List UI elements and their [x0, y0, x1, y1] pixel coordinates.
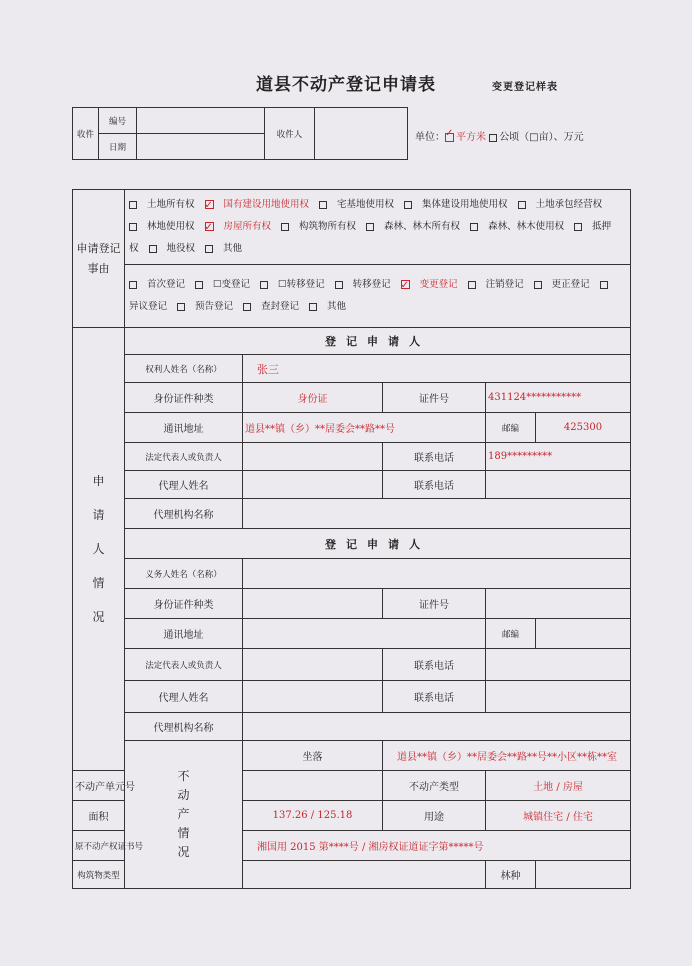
rights-option[interactable] [205, 221, 272, 232]
holder-name-value[interactable]: 张三 [243, 355, 631, 383]
obligor-address-label: 通讯地址 [125, 619, 243, 649]
property-char: 动 [177, 788, 190, 802]
obligor-legal-rep-label: 法定代表人或负责人 [125, 649, 243, 681]
rights-options [125, 190, 631, 265]
date-field[interactable] [137, 134, 265, 160]
obligor-legal-rep-field[interactable] [243, 649, 383, 681]
type-option-label: 变更登记 [419, 279, 458, 290]
type-option-label: ☐变登记 [213, 279, 251, 290]
cert-value[interactable]: 湘国用 2015 第****号 / 湘房权证道证字第*****号 [243, 831, 631, 861]
unit-line [415, 128, 584, 143]
rights-option[interactable] [129, 221, 195, 232]
holder-id-type-value[interactable]: 身份证 [243, 383, 383, 413]
obligor-address-field[interactable] [243, 619, 486, 649]
type-option-label: 预告登记 [195, 301, 234, 312]
type-option-label: 转移登记 [352, 279, 391, 290]
property-char: 情 [177, 826, 190, 840]
type-option[interactable] [195, 279, 250, 290]
checkbox-icon[interactable] [574, 223, 582, 231]
type-option-label: 异议登记 [129, 301, 168, 312]
obligor-postcode-field[interactable] [536, 619, 631, 649]
rights-option-label: 抵押权 [129, 221, 612, 254]
applicant-char: 况 [92, 610, 105, 624]
rights-option[interactable] [470, 221, 564, 232]
rights-option[interactable] [319, 199, 394, 210]
checkbox-icon[interactable] [129, 201, 137, 209]
form-title [0, 70, 692, 95]
property-type-label: 不动产类型 [383, 771, 486, 801]
obligor-agent-field[interactable] [243, 681, 383, 713]
obligor-agency-field[interactable] [243, 713, 631, 741]
rights-option[interactable] [205, 199, 310, 210]
holder-agency-label: 代理机构名称 [125, 499, 243, 529]
holder-agent-field[interactable] [243, 471, 383, 499]
applicant-char: 人 [92, 542, 105, 556]
checked-box-icon[interactable] [445, 133, 454, 142]
rights-option[interactable] [129, 199, 195, 210]
checkbox-icon[interactable] [205, 245, 213, 253]
rights-option-label: 构筑物所有权 [299, 221, 357, 232]
holder-address-label: 通讯地址 [125, 413, 243, 443]
checkbox-icon[interactable] [335, 281, 343, 289]
checkbox-icon[interactable] [281, 223, 289, 231]
applicant-char: 请 [92, 508, 105, 522]
holder-agent-label: 代理人姓名 [125, 471, 243, 499]
rights-option-label: 林地使用权 [147, 221, 195, 232]
applicant-char: 情 [92, 576, 105, 590]
tree-label: 林种 [486, 861, 536, 889]
rights-option-label: 森林、林木所有权 [384, 221, 461, 232]
property-char: 况 [177, 845, 190, 859]
holder-agent-phone-label: 联系电话 [383, 471, 486, 499]
obligor-id-type-field[interactable] [243, 589, 383, 619]
type-option[interactable] [335, 279, 391, 290]
receipt-table [72, 107, 408, 160]
holder-legal-rep-field[interactable] [243, 443, 383, 471]
type-option-label: ☐转移登记 [278, 279, 325, 290]
rights-option-label: 其他 [223, 243, 243, 254]
structure-field[interactable] [243, 861, 486, 889]
checkbox-icon[interactable] [468, 281, 476, 289]
obligor-agency-label: 代理机构名称 [125, 713, 243, 741]
property-char: 产 [177, 807, 190, 821]
checkbox-icon[interactable] [518, 201, 526, 209]
tree-field[interactable] [536, 861, 631, 889]
checkbox-icon[interactable] [129, 281, 137, 289]
type-option[interactable] [468, 279, 524, 290]
unit-checked: 平方米 [456, 132, 486, 143]
type-option[interactable] [534, 279, 590, 290]
holder-agent-phone-field[interactable] [486, 471, 631, 499]
receiver-field[interactable] [315, 108, 408, 160]
type-option[interactable] [129, 279, 185, 290]
checkbox-icon[interactable] [195, 281, 203, 289]
rights-option-label: 国有建设用地使用权 [223, 199, 310, 210]
checked-box-icon[interactable] [205, 222, 214, 231]
obligor-agent-phone-field[interactable] [486, 681, 631, 713]
checkbox-icon[interactable] [489, 134, 497, 142]
type-option-label: 注销登记 [485, 279, 524, 290]
type-option-label: 更正登记 [551, 279, 590, 290]
unit-label: 单位： [415, 132, 445, 143]
checkbox-icon[interactable] [243, 303, 251, 311]
holder-phone-label: 联系电话 [383, 443, 486, 471]
obligor-postcode-label: 邮编 [486, 619, 536, 649]
rights-option-label: 房屋所有权 [223, 221, 272, 232]
application-form [72, 189, 631, 889]
obligor-phone-field[interactable] [486, 649, 631, 681]
obligor-phone-label: 联系电话 [383, 649, 486, 681]
rights-option[interactable] [149, 243, 196, 254]
type-option-label: 首次登记 [147, 279, 186, 290]
type-options [125, 265, 631, 328]
obligor-agent-phone-label: 联系电话 [383, 681, 486, 713]
property-type-value[interactable]: 土地 / 房屋 [486, 771, 631, 801]
obligor-name-label: 义务人姓名（名称） [125, 559, 243, 589]
holder-address-value[interactable]: 道县**镇（乡）**居委会**路**号 [243, 413, 486, 443]
area-label: 面积 [73, 801, 125, 831]
holder-id-no-label: 证件号 [383, 383, 486, 413]
checkbox-icon[interactable] [149, 245, 157, 253]
holder-id-type-label: 身份证件种类 [125, 383, 243, 413]
receiver-label: 收件人 [265, 108, 315, 160]
unit-other: 公顷（□亩）、万元 [499, 132, 584, 143]
location-value[interactable]: 道县**镇（乡）**居委会**路**号**小区**栋**室 [383, 741, 631, 771]
checkbox-icon[interactable] [600, 281, 608, 289]
form-subtitle: 变更登记样表 [492, 82, 558, 93]
holder-legal-rep-label: 法定代表人或负责人 [125, 443, 243, 471]
rights-option-label: 土地所有权 [147, 199, 195, 210]
obligor-header: 登记申请人 [125, 529, 631, 559]
type-option[interactable] [260, 279, 325, 290]
holder-agency-field[interactable] [243, 499, 631, 529]
checkbox-icon[interactable] [366, 223, 374, 231]
type-option[interactable] [401, 279, 458, 290]
rights-option-label: 森林、林木使用权 [488, 221, 565, 232]
property-char: 不 [177, 769, 190, 783]
structure-label: 构筑物类型 [73, 861, 125, 889]
type-option[interactable] [309, 301, 346, 312]
checked-box-icon[interactable] [401, 280, 410, 289]
property-side-label [125, 741, 243, 889]
title-text: 道县不动产登记申请表 [256, 75, 436, 95]
checkbox-icon[interactable] [309, 303, 317, 311]
obligor-agent-label: 代理人姓名 [125, 681, 243, 713]
rights-option-label: 集体建设用地使用权 [422, 199, 508, 210]
matter-label: 申请登记事由 [73, 190, 125, 328]
unit-no-field[interactable] [243, 771, 383, 801]
use-value[interactable]: 城镇住宅 / 住宅 [486, 801, 631, 831]
checkbox-icon[interactable] [129, 223, 137, 231]
holder-name-label: 权利人姓名（名称） [125, 355, 243, 383]
holder-header: 登记申请人 [125, 328, 631, 355]
rights-option[interactable] [281, 221, 356, 232]
obligor-name-field[interactable] [243, 559, 631, 589]
checkbox-icon[interactable] [177, 303, 185, 311]
checkbox-icon[interactable] [260, 281, 268, 289]
unit-no-label: 不动产单元号 [73, 771, 125, 801]
checkbox-icon[interactable] [534, 281, 542, 289]
checked-box-icon[interactable] [205, 200, 214, 209]
holder-postcode-value[interactable]: 425300 [536, 413, 631, 443]
obligor-id-no-label: 证件号 [383, 589, 486, 619]
checkbox-icon[interactable] [319, 201, 327, 209]
rights-option-label: 宅基地使用权 [337, 199, 395, 210]
number-field[interactable] [137, 108, 265, 134]
number-label: 编号 [99, 108, 137, 134]
rights-option[interactable] [518, 199, 603, 210]
checkbox-icon[interactable] [404, 201, 412, 209]
type-option-label: 查封登记 [261, 301, 300, 312]
rights-option[interactable] [205, 243, 242, 254]
rights-option[interactable] [366, 221, 460, 232]
obligor-id-no-field[interactable] [486, 589, 631, 619]
rights-option-label: 土地承包经营权 [535, 199, 603, 210]
applicant-char: 申 [92, 474, 105, 488]
holder-phone-value[interactable]: 189********* [486, 443, 631, 471]
rights-option-label: 地役权 [166, 243, 196, 254]
type-option[interactable] [243, 301, 299, 312]
date-label: 日期 [99, 134, 137, 160]
use-label: 用途 [383, 801, 486, 831]
rights-option[interactable] [404, 199, 508, 210]
type-option-label: 其他 [327, 301, 347, 312]
holder-postcode-label: 邮编 [486, 413, 536, 443]
applicant-side-label [73, 328, 125, 771]
checkbox-icon[interactable] [470, 223, 478, 231]
location-label: 坐落 [243, 741, 383, 771]
cert-label: 原不动产权证书号 [73, 831, 125, 861]
obligor-id-type-label: 身份证件种类 [125, 589, 243, 619]
holder-id-no-value[interactable]: 431124*********** [486, 383, 631, 413]
receive-label: 收件 [73, 108, 99, 160]
area-value[interactable]: 137.26 / 125.18 [243, 801, 383, 831]
type-option[interactable] [177, 301, 233, 312]
